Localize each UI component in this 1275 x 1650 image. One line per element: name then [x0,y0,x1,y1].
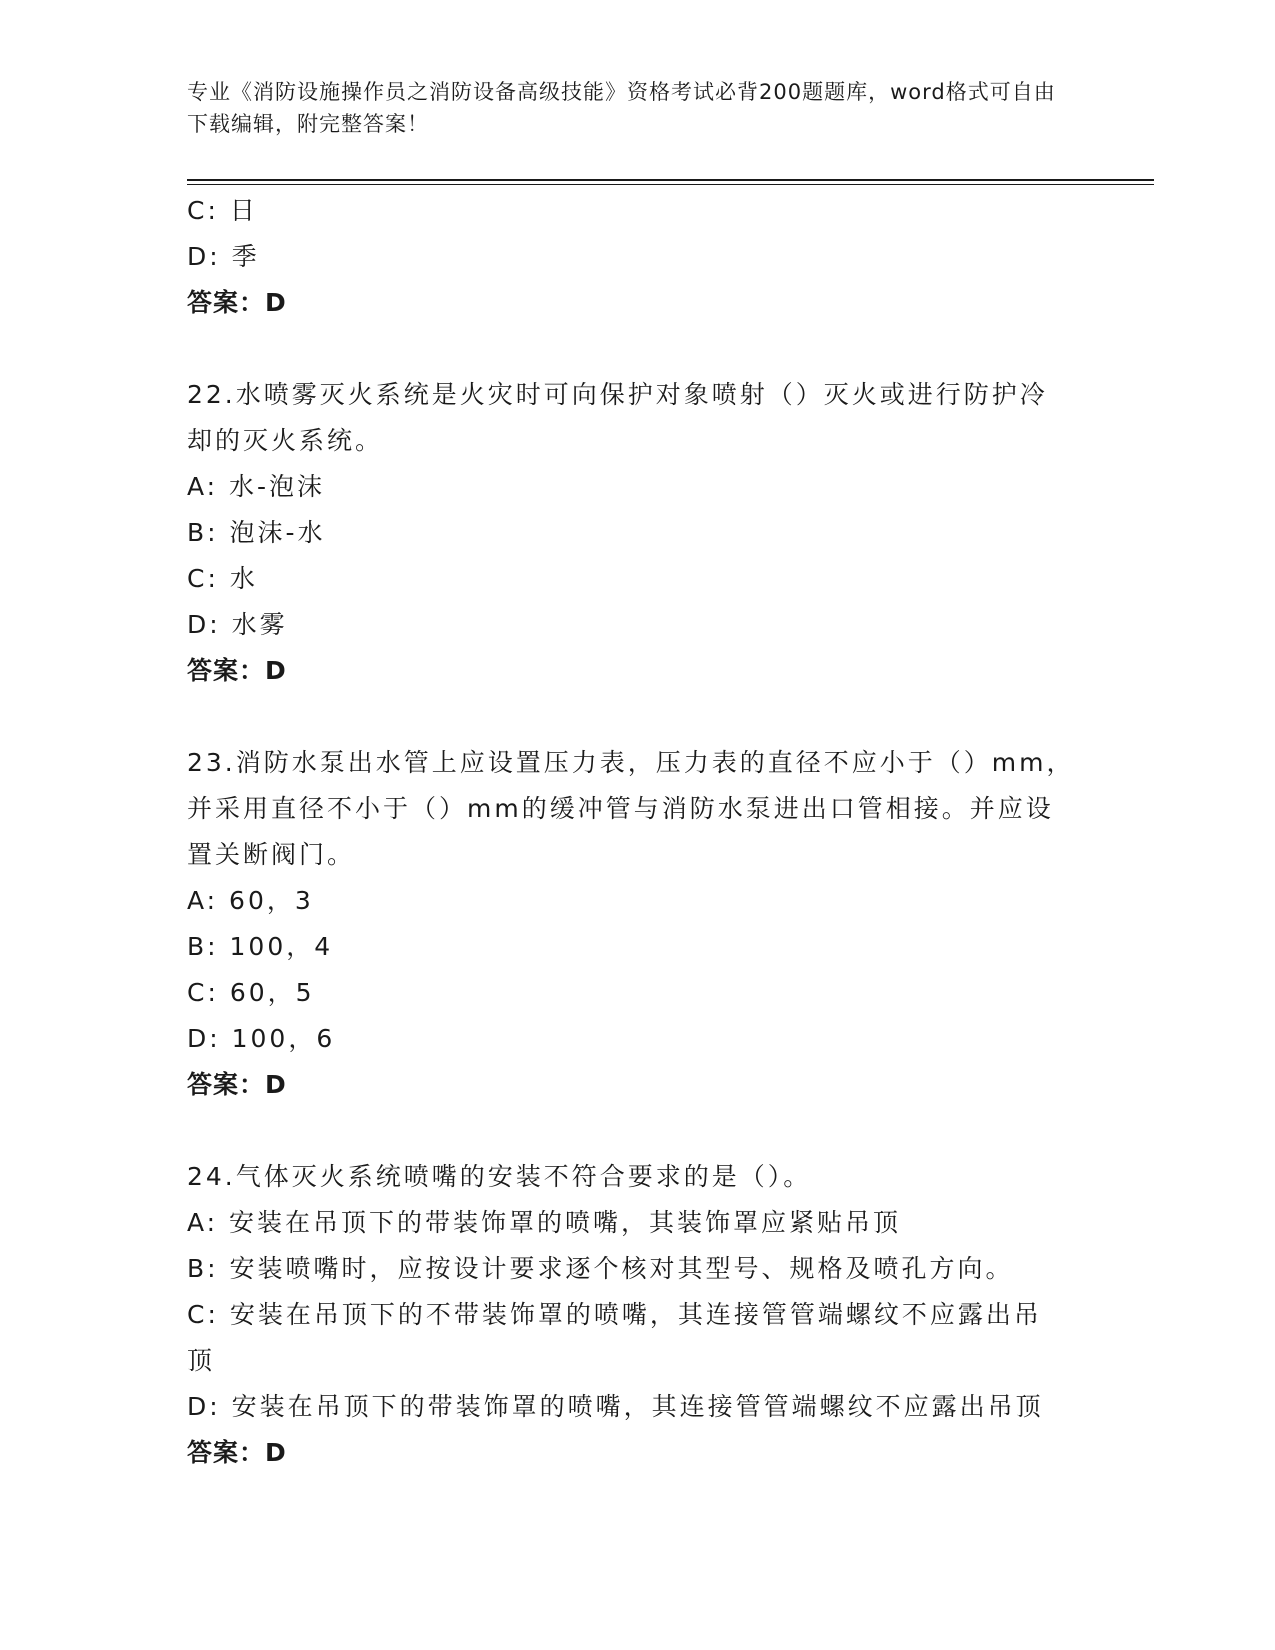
question-content [187,188,1087,1476]
answer-line: 答案：D [187,656,287,685]
question-23 [187,740,1087,1108]
spacer [187,1108,1087,1154]
option-a: A: 安装在吊顶下的带装饰罩的喷嘴，其装饰罩应紧贴吊顶 [187,1208,902,1237]
answer-line: 答案：D [187,288,287,317]
header-divider-thin [187,184,1154,185]
option-c: C: 日 [187,196,258,225]
option-d: D: 季 [187,242,260,271]
question-stem-continued: 置关断阀门。 [187,840,356,869]
option-d: D: 水雾 [187,610,288,639]
option-c: C: 安装在吊顶下的不带装饰罩的喷嘴，其连接管管端螺纹不应露出吊 [187,1300,1042,1329]
document-header: 专业《消防设施操作员之消防设备高级技能》资格考试必背200题题库，word格式可自由下载编辑，附完整答案！ [187,80,1056,136]
option-c-continued: 顶 [187,1346,216,1375]
option-c: C: 60，5 [187,978,315,1007]
option-a: A: 水-泡沫 [187,472,326,501]
option-a: A: 60，3 [187,886,314,915]
answer-line: 答案：D [187,1070,287,1099]
option-d: D: 100，6 [187,1024,336,1053]
question-stem-continued: 并采用直径不小于（）mm的缓冲管与消防水泵进出口管相接。并应设 [187,794,1054,823]
option-c: C: 水 [187,564,258,593]
question-stem-continued: 却的灭火系统。 [187,426,384,455]
question-stem: 23.消防水泵出水管上应设置压力表，压力表的直径不应小于（）mm， [187,748,1075,777]
question-stem: 22.水喷雾灭火系统是火灾时可向保护对象喷射（）灭火或进行防护冷 [187,380,1048,409]
header-divider-thick [187,179,1154,181]
question-stem: 24.气体灭火系统喷嘴的安装不符合要求的是（）。 [187,1162,812,1191]
option-b: B: 100，4 [187,932,334,961]
option-d: D: 安装在吊顶下的带装饰罩的喷嘴，其连接管管端螺纹不应露出吊顶 [187,1392,1044,1421]
question-22 [187,372,1087,694]
spacer [187,326,1087,372]
question-24 [187,1154,1087,1476]
option-b: B: 泡沫-水 [187,518,326,547]
spacer [187,694,1087,740]
option-b: B: 安装喷嘴时，应按设计要求逐个核对其型号、规格及喷孔方向。 [187,1254,1014,1283]
question-21-tail [187,188,1087,326]
answer-line: 答案：D [187,1438,287,1467]
